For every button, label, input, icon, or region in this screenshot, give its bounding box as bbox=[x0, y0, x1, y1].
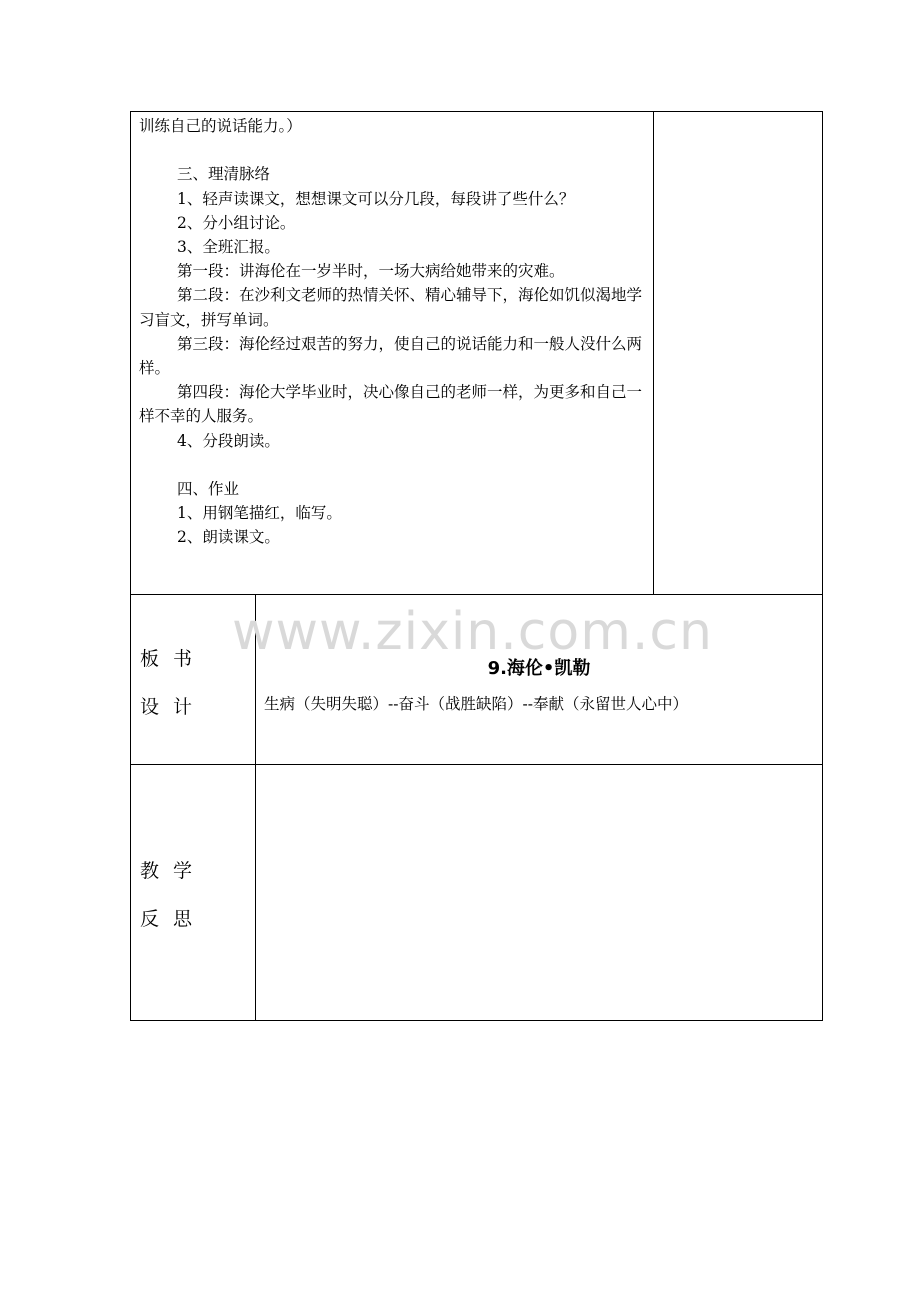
content-paragraph: 4、分段朗读。 bbox=[177, 431, 280, 450]
lesson-content bbox=[139, 114, 651, 550]
table-border-bottom bbox=[130, 1020, 823, 1021]
notes-column-divider bbox=[653, 111, 654, 595]
blank-line bbox=[139, 138, 651, 162]
content-paragraph: 四、作业 bbox=[177, 480, 240, 499]
table-border-left bbox=[130, 111, 131, 1021]
content-paragraph: 训练自己的说话能力。） bbox=[139, 117, 302, 135]
board-summary: 生病（失明失聪）--奋斗（战胜缺陷）--奉献（永留世人心中） bbox=[264, 695, 688, 713]
row-divider-1 bbox=[130, 594, 823, 595]
board-label-line2: 设计 bbox=[140, 696, 207, 718]
content-paragraph: 2、朗读课文。 bbox=[177, 528, 280, 547]
content-paragraph: 2、分小组讨论。 bbox=[177, 213, 296, 232]
board-label-line1: 板书 bbox=[140, 648, 207, 670]
content-paragraph: 第二段：在沙利文老师的热情关怀、精心辅导下，海伦如饥似渴地学习盲文，拼写单词。 bbox=[139, 286, 643, 329]
content-paragraph: 第一段：讲海伦在一岁半时，一场大病给她带来的灾难。 bbox=[177, 262, 565, 281]
blank-line bbox=[139, 453, 651, 477]
table-border-right bbox=[822, 111, 823, 1021]
reflection-label-line1: 教学 bbox=[140, 860, 207, 882]
content-paragraph: 三、理清脉络 bbox=[177, 165, 271, 184]
content-paragraph: 第三段：海伦经过艰苦的努力，使自己的说话能力和一般人没什么两样。 bbox=[139, 334, 643, 378]
board-title: 9.海伦•凯勒 bbox=[487, 658, 591, 679]
table-border-top bbox=[130, 111, 823, 112]
reflection-content-cell bbox=[256, 765, 822, 1020]
content-paragraph: 1、轻声读课文，想想课文可以分几段，每段讲了些什么？ bbox=[177, 189, 575, 208]
content-paragraph: 3、全班汇报。 bbox=[177, 238, 280, 256]
content-paragraph: 第四段：海伦大学毕业时，决心像自己的老师一样，为更多和自己一样不幸的人服务。 bbox=[139, 383, 643, 426]
watermark: www.zixin.com.cn bbox=[232, 602, 713, 662]
content-paragraph: 1、用钢笔描红，临写。 bbox=[177, 504, 342, 523]
reflection-label-line2: 反思 bbox=[140, 908, 207, 930]
